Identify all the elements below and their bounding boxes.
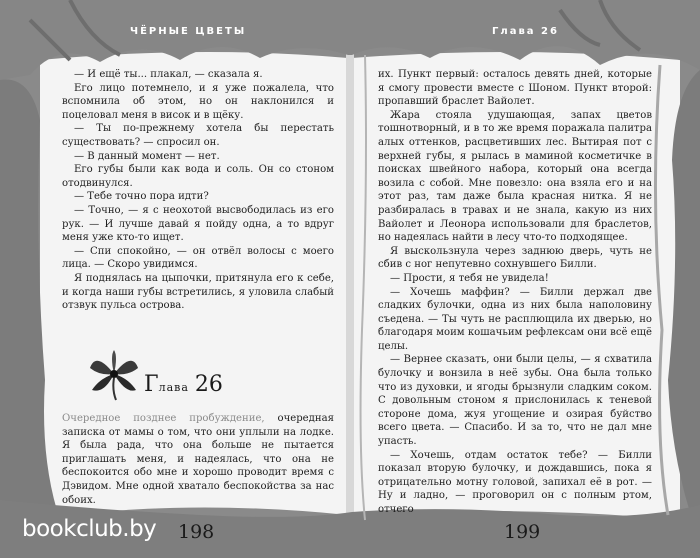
paragraph: — Прости, я тебя не увидела!: [390, 272, 549, 284]
chapter-text: очередная записка от мамы о том, что они уплыли на лодке. Я была рада, что она больше не пытается приглашать меня, и надеялась, что она не беспокоится обо мне и хорошо проводит время с Дэвидом. Мне одной хватало беспокойства за нас обоих.: [62, 413, 334, 506]
paragraph: — Точно, — я с неохотой высвободилась из его рук. — И лучше давай я пойду одна, а то вдруг меня уже кто-то ищет.: [62, 204, 334, 244]
left-page-text: [62, 68, 334, 313]
right-page-text: [378, 68, 652, 517]
orchid-flower-illustration: [86, 346, 142, 402]
chapter-prefix-big: Г: [144, 372, 159, 397]
left-page-number: 198: [178, 521, 215, 543]
chapter-first-words: Очередное позднее пробуждение,: [62, 413, 265, 424]
chapter-number: 26: [194, 372, 223, 397]
left-running-header: ЧЁРНЫЕ ЦВЕТЫ: [130, 26, 247, 37]
paragraph: — Спи спокойно, — он отвёл волосы с моего лица. — Скоро увидимся.: [62, 245, 334, 271]
paragraph: Я выскользнула через заднюю дверь, чуть не сбив с ног непутевно сохнувшего Билли.: [378, 245, 652, 271]
paragraph: их. Пункт первый: осталось девять дней, которые я смогу провести вместе с Шоном. Пункт второй: пропавший браслет Вайолет.: [378, 69, 652, 108]
bookclub-watermark: bookclub.by: [22, 516, 157, 542]
paragraph: — Вернее сказать, они были целы, — я схватила булочку и вонзила в неё зубы. Она была только что из духовки, и ягоды брызнули сладким соком. С довольным стоном я прислонилась к теневой стороне дома, жуя угощение и озирая буйство всего цвета. — Спасибо. И за то, что не дал мне упасть.: [378, 354, 652, 448]
chapter-opening-text: [62, 412, 334, 507]
right-page-number: 199: [504, 521, 541, 543]
paragraph: Его лицо потемнело, и я уже пожалела, что вспомнила об этом, но он наклонился и поцеловал меня в висок и в щёку.: [62, 82, 334, 121]
paragraph: — Ты по-прежнему хотела бы перестать существовать? — спросил он.: [62, 123, 334, 148]
chapter-prefix-small: лава: [158, 381, 189, 394]
paragraph: — Хочешь, отдам остаток тебе? — Билли показал вторую булочку, и дождавшись, пока я отрицательно мотну головой, запихал её в рот. — Ну и ладно, — проговорил он с полным ртом, отчего: [378, 449, 652, 515]
chapter-title: [144, 372, 223, 397]
paragraph: — И ещё ты... плакал, — сказала я.: [74, 69, 263, 80]
paragraph: Я поднялась на цыпочки, притянула его к себе, и когда наши губы встретились, я уловила слабый отзвук пульса острова.: [62, 272, 334, 312]
paragraph: — В данный момент — нет.: [74, 150, 220, 162]
paragraph: Его губы были как вода и соль. Он со стоном отодвинулся.: [62, 164, 334, 189]
paragraph: Жара стояла удушающая, запах цветов тошнотворный, и в то же время поражала палитра алых оттенков, расцветивших лес. Вытирая пот с верхней губы, я рылась в маминой косметичке в поисках швейного набора, который она всегда возила с собой. Мне повезло: она взяла его и на этот раз, там даже была красная нитка. Я не разбиралась в травах и не знала, какую из них Вайолет и Леонора использовали для браслетов, но надеялась найти в лесу что-то подходящее.: [378, 109, 652, 244]
right-running-header: Глава 26: [492, 26, 559, 37]
paragraph: — Хочешь маффин? — Билли держал две сладких булочки, одна из них была наполовину съедена. — Ты чуть не расплющила их дверью, но благодаря моим кошачьим рефлексам они всё ещё целы.: [378, 286, 652, 352]
paragraph: — Тебе точно пора идти?: [74, 191, 209, 203]
